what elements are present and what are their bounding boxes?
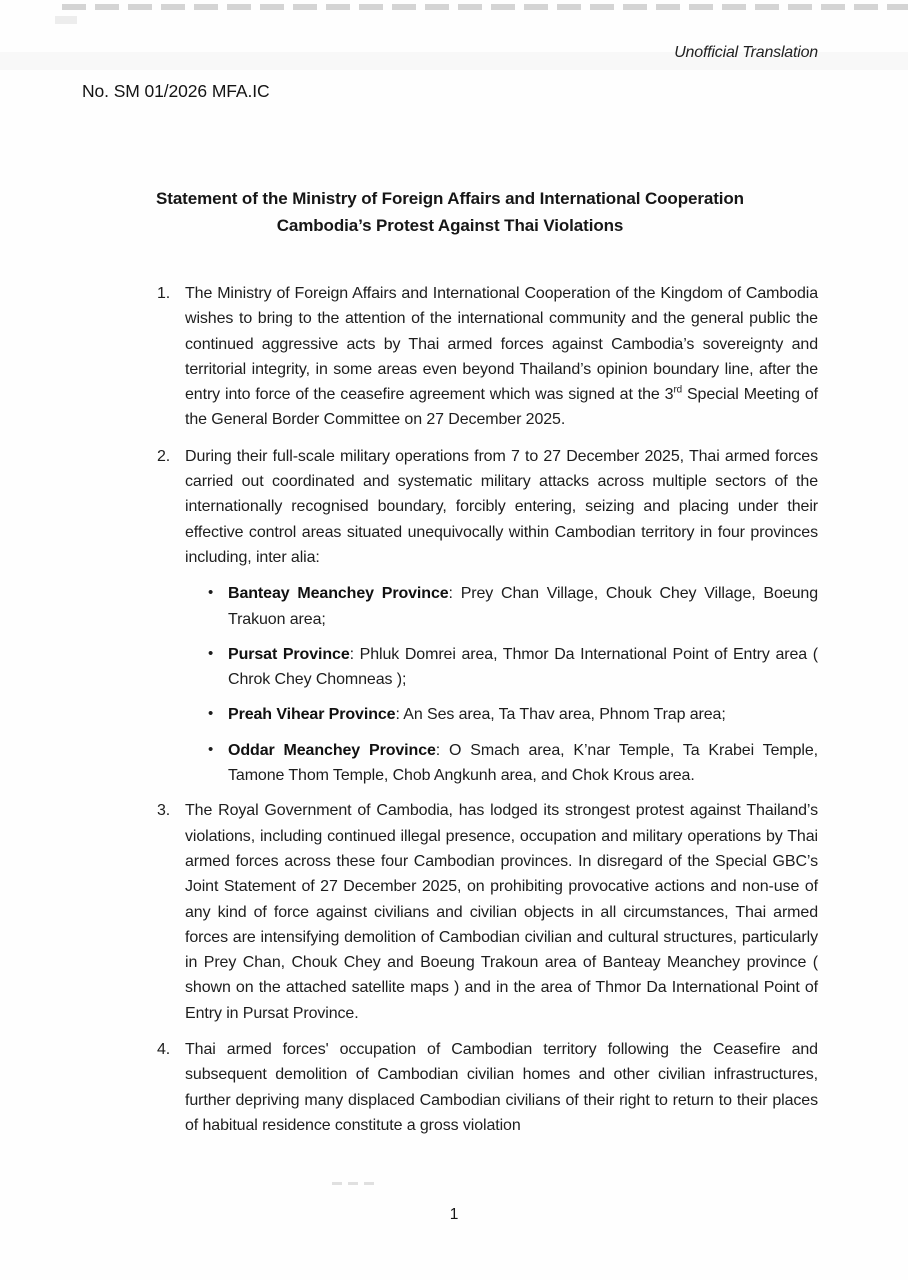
paragraph-3-text: The Royal Government of Cambodia, has lodged its strongest protest against Thailand’s violations, including continued illegal presence, occupation and military operations by Thai armed forces across these four Cambodian provinces. In disregard of the Special GBC’s Joint Statement of 27 December 2025, on prohibiting provocative actions and non-use of any kind of force against civilians and civilian objects in all circumstances, Thai armed forces are intensifying demolition of Cambodian civilian and cultural structures, particularly in Prey Chan, Chouk Chey and Boeung Trakoun area of Banteay Meanchey province ( shown on the attached satellite maps ) and in the area of Thmor Da International Point of Entry in Pursat Province. bbox=[185, 802, 818, 1022]
bullet-icon: • bbox=[208, 644, 214, 662]
bullet-label: Pursat Province bbox=[228, 645, 350, 663]
title-line-1: Statement of the Ministry of Foreign Affairs and International Cooperation bbox=[156, 189, 744, 208]
bullet-banteay-meanchey bbox=[157, 581, 818, 632]
paragraph-1-text-before: The Ministry of Foreign Affairs and International Cooperation of the Kingdom of Cambodia wishes to bring to the attention of the international community and the general public the continued aggressive acts by Thai armed forces against Cambodia’s sovereignty and territorial integrity, in some areas even beyond Thailand’s opinion boundary line, after the entry into force of the ceasefire agreement which was signed at the 3 bbox=[185, 285, 818, 404]
reference-number: No. SM 01/2026 MFA.IC bbox=[82, 81, 270, 101]
list-number-1: 1. bbox=[157, 285, 171, 302]
bullet-oddar-meanchey bbox=[157, 738, 818, 789]
bullet-icon: • bbox=[208, 705, 214, 723]
paragraph-2-text: During their full-scale military operations from 7 to 27 December 2025, Thai armed forces carried out coordinated and systematic military attacks across multiple sectors of the internationally recognised boundary, forcibly entering, seizing and placing under their effective control areas situated unequivocally within Cambodian territory in four provinces including, inter alia: bbox=[185, 447, 818, 566]
bullet-text: : O Smach area, K’nar Temple, Ta Krabei Temple, Tamone Thom Temple, Chob Angkunh area, and Chok Krous area. bbox=[228, 741, 818, 785]
bullet-text: : An Ses area, Ta Thav area, Phnom Trap area; bbox=[395, 706, 726, 724]
paragraph-1-text-after: Special Meeting of the General Border Committee on 27 December 2025. bbox=[185, 386, 818, 429]
bullet-label: Oddar Meanchey Province bbox=[228, 741, 436, 759]
page-number: 1 bbox=[449, 1206, 459, 1223]
paragraph-2 bbox=[157, 444, 818, 570]
list-number-3: 3. bbox=[157, 802, 171, 820]
bullet-label: Banteay Meanchey Province bbox=[228, 585, 449, 603]
paragraph-4 bbox=[157, 1037, 818, 1138]
bullet-icon: • bbox=[208, 740, 214, 758]
paragraph-3 bbox=[157, 798, 818, 1026]
scan-artifact-blotch bbox=[55, 16, 77, 24]
paragraph-1 bbox=[157, 281, 818, 433]
list-number-4: 4. bbox=[157, 1041, 171, 1059]
bullet-text: : Phluk Domrei area, Thmor Da International Point of Entry area ( Chrok Chey Chomneas ); bbox=[228, 645, 818, 689]
province-bullet-list bbox=[157, 581, 818, 788]
bullet-icon: • bbox=[208, 584, 214, 602]
bullet-text: : Prey Chan Village, Chouk Chey Village, Boeung Trakuon area; bbox=[228, 585, 818, 628]
title-line-2: Cambodia’s Protest Against Thai Violations bbox=[276, 216, 624, 235]
document-title bbox=[82, 185, 818, 239]
document-body bbox=[157, 281, 818, 1149]
bullet-preah-vihear bbox=[157, 702, 818, 727]
bullet-label: Preah Vihear Province bbox=[228, 706, 396, 724]
scan-artifact-dashes bbox=[332, 1182, 378, 1185]
unofficial-translation-note: Unofficial Translation bbox=[674, 44, 818, 61]
paragraph-4-text: Thai armed forces' occupation of Cambodian territory following the Ceasefire and subsequent demolition of Cambodian civilian homes and other civilian infrastructures, further depriving many displaced Cambodian civilians of their right to return to their places of habitual residence constitute a gross violation bbox=[185, 1041, 818, 1134]
list-number-2: 2. bbox=[157, 447, 171, 465]
scan-artifact-top-strip bbox=[62, 4, 908, 10]
ordinal-superscript: rd bbox=[673, 384, 683, 396]
bullet-pursat bbox=[157, 642, 818, 693]
